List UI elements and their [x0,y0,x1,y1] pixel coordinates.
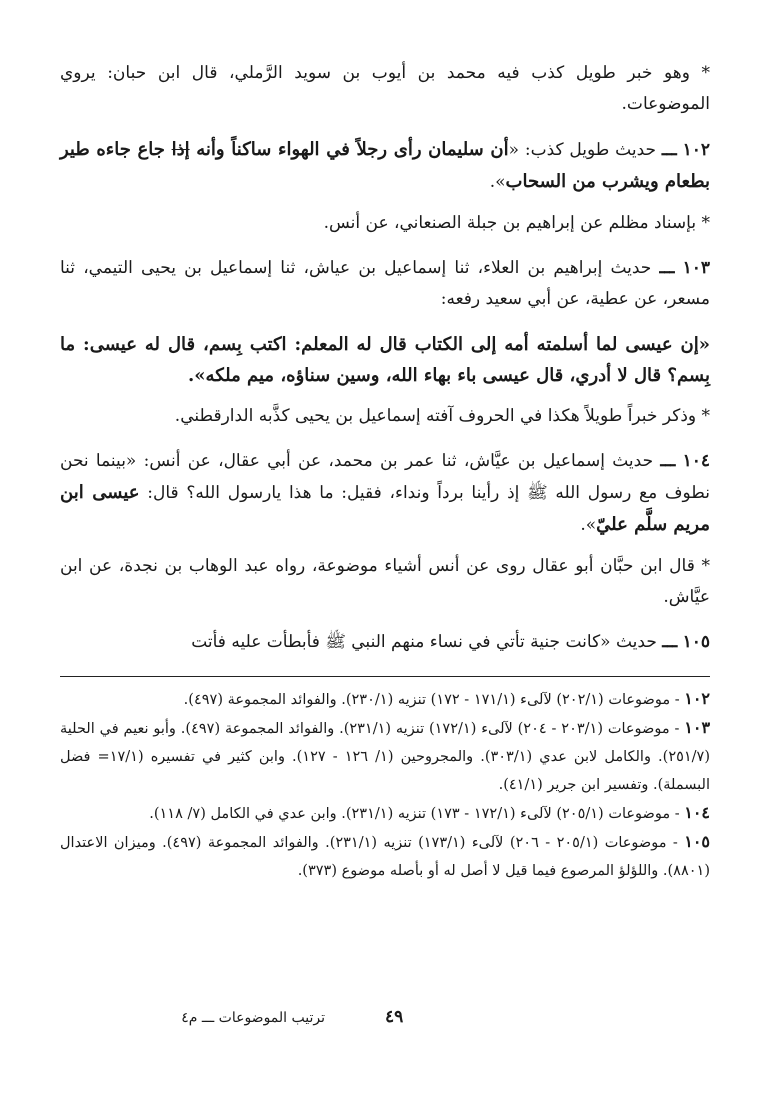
footnote-text: موضوعات (٢٠٥/١ - ٢٠٦) لآلىء (١٧٣/١) تنزيه (٢٣١/١). والفوائد المجموعة (٤٩٧). وميزان الاعتدال (٨٨٠١). واللؤلؤ المرصوع فيما قيل لا أصل له أو بأصله موضوع (٣٧٣). [60,835,710,879]
footnote [60,685,710,714]
footnote-number: ١٠٥ [684,832,710,851]
dash: ـــ [660,451,676,471]
hadith-text: حديث إسماعيل بن عيَّاش، ثنا عمر بن محمد، عن أبي عقال، عن أنس: «بينما نحن نطوف مع رسول الله ﷺ إذ رأينا برداً ونداء، فقيل: ما هذا يارسول الله؟ قال: [60,451,710,503]
hadith-lead: حديث طويل كذب: « [508,140,657,160]
dash: ـــ [662,632,678,652]
hadith-number: ١٠٥ [682,632,710,652]
footnote-number: ١٠٤ [684,803,710,822]
quote-close: ». [489,172,506,192]
hadith-text: حديث إبراهيم بن العلاء، ثنا إسماعيل بن عياش، ثنا إسماعيل بن يحيى التيمي، ثنا مسعر، عن عطية، عن أبي سعيد رفعه: [60,258,710,309]
hadith-103 [60,253,710,315]
running-footer-caption: ترتيب الموضوعات ـــ م٤ [181,1010,325,1026]
hadith-number: ١٠٤ [682,451,710,471]
dash: ـــ [661,140,677,160]
footnote [60,714,710,799]
footnote-number: ١٠٣ [684,718,711,737]
hadith-text: حديث «كانت جنية تأتي في نساء منهم النبي ﷺ فأبطأت عليه فأتت [191,632,657,652]
hadith-105 [60,627,710,658]
quote-close: ». [580,515,597,535]
dash: - [674,806,680,822]
hadith-number: ١٠٣ [682,258,711,278]
hadith-text-bold: جاع جاءه طير بطعام ويشرب من السحاب [60,139,710,192]
page-footer [60,1007,710,1036]
note-paragraph: * وهو خبر طويل كذب فيه محمد بن أيوب بن سويد الرَّملي، قال ابن حبان: يروي الموضوعات. [60,63,710,114]
hadith-quote-bold: «إن عيسى لما أسلمته أمه إلى الكتاب قال له المعلم: اكتب بِسم، قال له عيسى: ما بِسم؟ قال لا أدري، قال عيسى باء بهاء الله، وسين سناؤه، ميم ملكه». [60,334,710,386]
hadith-104 [60,446,710,541]
note-paragraph: * قال ابن حبَّان أبو عقال روى عن أنس أشياء موضوعة، رواه عبد الوهاب بن نجدة، عن ابن عيَّاش. [60,556,710,607]
dash: - [672,835,678,851]
footnote [60,799,710,828]
hadith-102 [60,134,710,198]
note-paragraph: * وذكر خبراً طويلاً هكذا في الحروف آفته إسماعيل بن يحيى كذَّبه الدارقطني. [174,406,710,426]
dash: - [674,692,680,708]
footnote-text: موضوعات (٢٠٣/١ - ٢٠٤) لآلىء (١٧٢/١) تنزيه (٢٣١/١). والفوائد المجموعة (٤٩٧). وأبو نعيم في الحلية (٢٥١/٧). والكامل لابن عدي (٣٠٣/١). والمجروحين (١/ ١٢٦ - ١٢٧). وابن كثير في تفسيره (١٧/١= فضل البسملة). وتفسير ابن جرير (٤١/١). [60,721,711,793]
footnote-divider [60,676,710,677]
note-paragraph: * بإسناد مظلم عن إبراهيم بن جبلة الصنعاني، عن أنس. [323,213,710,233]
struck-word: إذا [171,139,190,160]
footnote-text: موضوعات (٢٠٥/١) لآلىء (١٧٢/١ - ١٧٣) تنزيه (٢٣١/١). وابن عدي في الكامل (٧/ ١١٨). [149,806,671,822]
hadith-text-bold: أن سليمان رأى رجلاً في الهواء ساكناً وأنه [189,139,509,160]
dash: ـــ [659,258,675,278]
hadith-text-bold: عيسى ابن مريم سلَّم عليّ [60,482,710,535]
hadith-number: ١٠٢ [682,140,710,160]
footnote-text: موضوعات (٢٠٢/١) لآلىء (١٧١/١ - ١٧٢) تنزيه (٢٣٠/١). والفوائد المجموعة (٤٩٧). [183,692,671,708]
footnote-number: ١٠٢ [684,689,710,708]
page-number: ٤٩ [385,1007,404,1027]
dash: - [674,721,680,737]
footnote [60,828,710,885]
